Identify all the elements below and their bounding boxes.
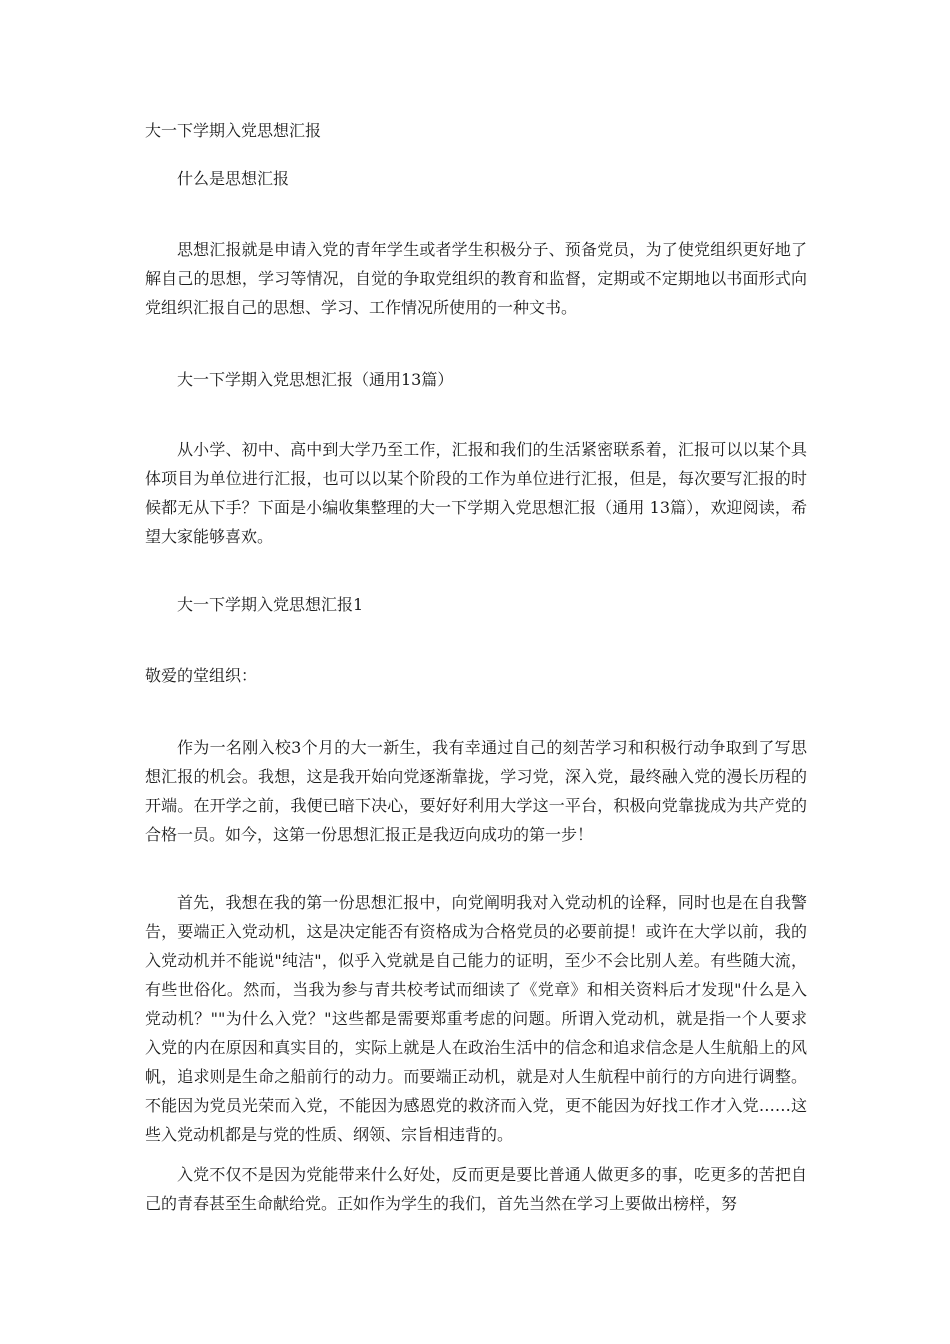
paragraph-3: 入党不仅不是因为党能带来什么好处，反而更是要比普通人做更多的事，吃更多的苦把自己的青春甚至生命献给党。正如作为学生的我们，首先当然在学习上要做出榜样，努 — [145, 1165, 807, 1213]
paragraph-definition: 思想汇报就是申请入党的青年学生或者学生积极分子、预备党员，为了使党组织更好地了解自己的思想，学习等情况，自觉的争取党组织的教育和监督，定期或不定期地以书面形式向党组织汇报自己的思想、学习、工作情况所使用的一种文书。 — [145, 240, 807, 317]
heading-report-1: 大一下学期入党思想汇报1 — [177, 595, 364, 614]
heading-collection: 大一下学期入党思想汇报（通用13篇） — [177, 370, 454, 389]
paragraph-2: 首先，我想在我的第一份思想汇报中，向党阐明我对入党动机的诠释，同时也是在自我警告，要端正入党动机，这是决定能否有资格成为合格党员的必要前提！或许在大学以前，我的入党动机并不能说"纯洁"，似乎入党就是自己能力的证明，至少不会比别人差。有些随大流，有些世俗化。然而，当我为参与青共校考试而细读了《党章》和相关资料后才发现"什么是入党动机？""为什么入党？"这些都是需要郑重考虑的问题。所谓入党动机，就是指一个人要求入党的内在原因和真实目的，实际上就是人在政治生活中的信念和追求信念是人生航船上的风帆，追求则是生命之船前行的动力。而要端正动机，就是对人生航程中前行的方向进行调整。不能因为党员光荣而入党，不能因为感恩党的救济而入党，更不能因为好找工作才入党……这些入党动机都是与党的性质、纲领、宗旨相违背的。 — [145, 893, 807, 1144]
paragraph-1: 作为一名刚入校3个月的大一新生，我有幸通过自己的刻苦学习和积极行动争取到了写思想汇报的机会。我想，这是我开始向党逐渐靠拢，学习党，深入党，最终融入党的漫长历程的开端。在开学之前，我便已暗下决心，要好好利用大学这一平台，积极向党靠拢成为共产党的合格一员。如今，这第一份思想汇报正是我迈向成功的第一步！ — [145, 738, 807, 844]
heading-what-is-report: 什么是思想汇报 — [177, 169, 290, 188]
salutation: 敬爱的堂组织： — [145, 666, 258, 685]
document-title: 大一下学期入党思想汇报 — [145, 121, 322, 140]
paragraph-intro: 从小学、初中、高中到大学乃至工作，汇报和我们的生活紧密联系着，汇报可以以某个具体项目为单位进行汇报，也可以以某个阶段的工作为单位进行汇报，但是，每次要写汇报的时候都无从下手？下面是小编收集整理的大一下学期入党思想汇报（通用 13篇），欢迎阅读，希望大家能够喜欢。 — [145, 440, 807, 546]
